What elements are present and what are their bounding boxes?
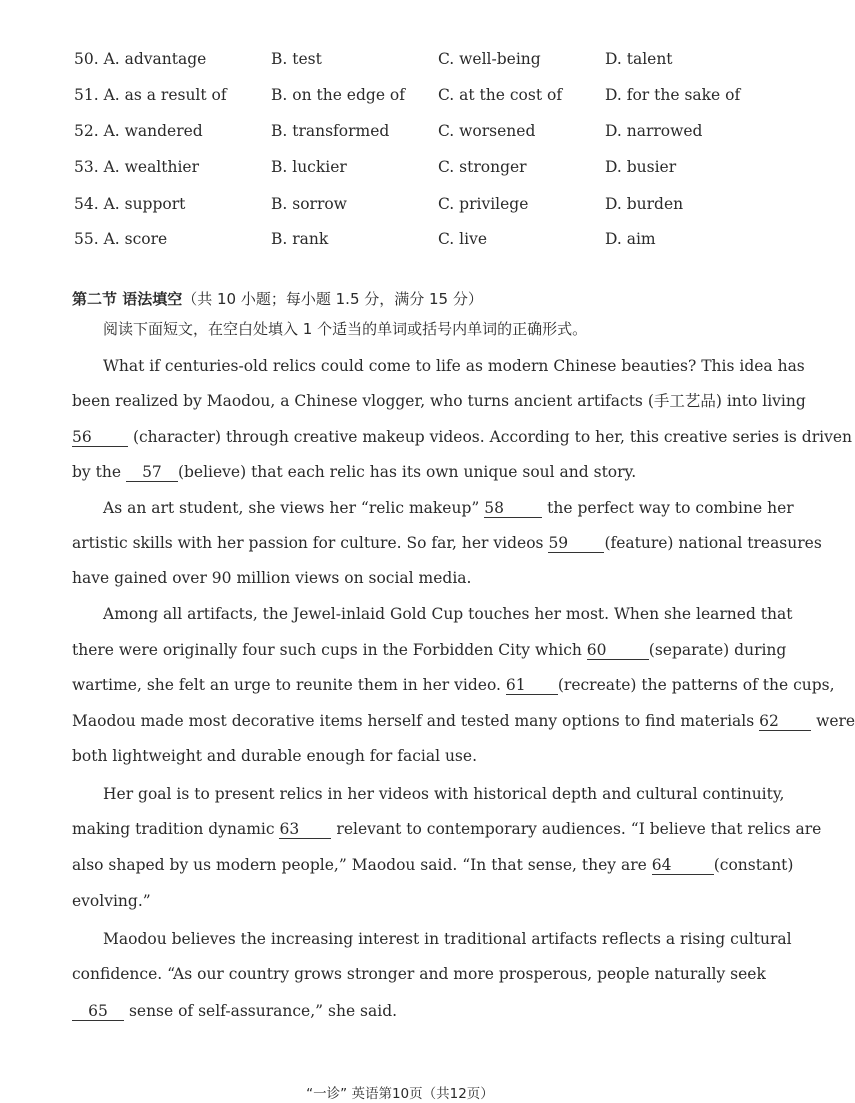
- passage-line: both lightweight and durable enough for facial use.: [72, 747, 477, 765]
- option-b: B. test: [271, 50, 322, 68]
- blank-63[interactable]: 63: [279, 820, 331, 839]
- option-d: D. for the sake of: [605, 86, 741, 104]
- question-50-options: [0, 50, 800, 74]
- passage-line: by the 57 (believe) that each relic has its own unique soul and story.: [72, 463, 637, 481]
- question-55-options: [0, 230, 800, 254]
- passage-line: there were originally four such cups in the Forbidden City which 60 (separate) during: [72, 641, 787, 659]
- option-b: B. transformed: [271, 122, 390, 140]
- passage-line: Her goal is to present relics in her videos with historical depth and cultural continuity,: [103, 785, 785, 803]
- option-c: C. live: [438, 230, 488, 248]
- section-title-scoring: （共 10 小题；每小题 1.5 分，满分 15 分）: [182, 290, 483, 308]
- passage-line: been realized by Maodou, a Chinese vlogger, who turns ancient artifacts (手工艺品) into living: [72, 392, 806, 410]
- passage-line: 56 (character) through creative makeup videos. According to her, this creative series is driven: [72, 428, 852, 446]
- passage-line: Maodou believes the increasing interest in traditional artifacts reflects a rising cultural: [103, 930, 792, 948]
- option-c: C. well-being: [438, 50, 541, 68]
- option-b: B. sorrow: [271, 195, 347, 213]
- blank-60[interactable]: 60: [587, 641, 649, 660]
- passage-line: 65 sense of self-assurance,” she said.: [72, 1000, 729, 1022]
- option-a: 55. A. score: [74, 230, 168, 248]
- option-d: D. burden: [605, 195, 684, 213]
- option-a: 53. A. wealthier: [74, 158, 200, 176]
- passage-line: Among all artifacts, the Jewel-inlaid Gold Cup touches her most. When she learned that: [103, 605, 793, 623]
- option-c: C. privilege: [438, 195, 529, 213]
- option-a: 51. A. as a result of: [74, 86, 227, 104]
- passage-line: have gained over 90 million views on social media.: [72, 569, 472, 587]
- blank-62[interactable]: 62: [759, 712, 811, 731]
- passage-line: What if centuries-old relics could come to life as modern Chinese beauties? This idea has: [103, 357, 805, 375]
- passage-line: Maodou made most decorative items herself and tested many options to find materials 62 were: [72, 712, 855, 730]
- option-a: 52. A. wandered: [74, 122, 203, 140]
- blank-58[interactable]: 58: [484, 499, 542, 518]
- option-c: C. worsened: [438, 122, 536, 140]
- passage-line: As an art student, she views her “relic makeup” 58 the perfect way to combine her: [103, 499, 794, 517]
- option-b: B. on the edge of: [271, 86, 405, 104]
- blank-65[interactable]: 65: [72, 1002, 124, 1021]
- section-title: [72, 288, 483, 309]
- passage-line: artistic skills with her passion for culture. So far, her videos 59 (feature) national treasures: [72, 534, 822, 552]
- option-c: C. at the cost of: [438, 86, 563, 104]
- blank-56[interactable]: 56: [72, 428, 128, 447]
- passage-line: also shaped by us modern people,” Maodou said. “In that sense, they are 64 (constant): [72, 856, 794, 874]
- question-52-options: [0, 122, 800, 146]
- option-c: C. stronger: [438, 158, 527, 176]
- option-d: D. narrowed: [605, 122, 703, 140]
- option-b: B. rank: [271, 230, 329, 248]
- blank-57[interactable]: 57: [126, 463, 178, 482]
- option-a: 54. A. support: [74, 195, 186, 213]
- option-d: D. busier: [605, 158, 677, 176]
- passage-line: wartime, she felt an urge to reunite them in her video. 61 (recreate) the patterns of the cups,: [72, 676, 835, 694]
- section-instruction: 阅读下面短文，在空白处填入 1 个适当的单词或括号内单词的正确形式。: [103, 320, 588, 338]
- question-51-options: [0, 86, 800, 110]
- question-54-options: [0, 195, 800, 219]
- blank-64[interactable]: 64: [652, 856, 714, 875]
- passage-line: making tradition dynamic 63 relevant to contemporary audiences. “I believe that relics are: [72, 820, 822, 838]
- passage-line: evolving.”: [72, 892, 151, 910]
- passage-line: confidence. “As our country grows stronger and more prosperous, people naturally seek: [72, 965, 766, 983]
- question-53-options: [0, 158, 800, 182]
- page-footer: “一诊” 英语第10页（共12页）: [306, 1086, 494, 1102]
- blank-59[interactable]: 59: [548, 534, 604, 553]
- blank-61[interactable]: 61: [506, 676, 558, 695]
- option-d: D. aim: [605, 230, 656, 248]
- option-b: B. luckier: [271, 158, 347, 176]
- option-d: D. talent: [605, 50, 673, 68]
- section-title-bold: 第二节 语法填空: [72, 290, 183, 308]
- option-a: 50. A. advantage: [74, 50, 207, 68]
